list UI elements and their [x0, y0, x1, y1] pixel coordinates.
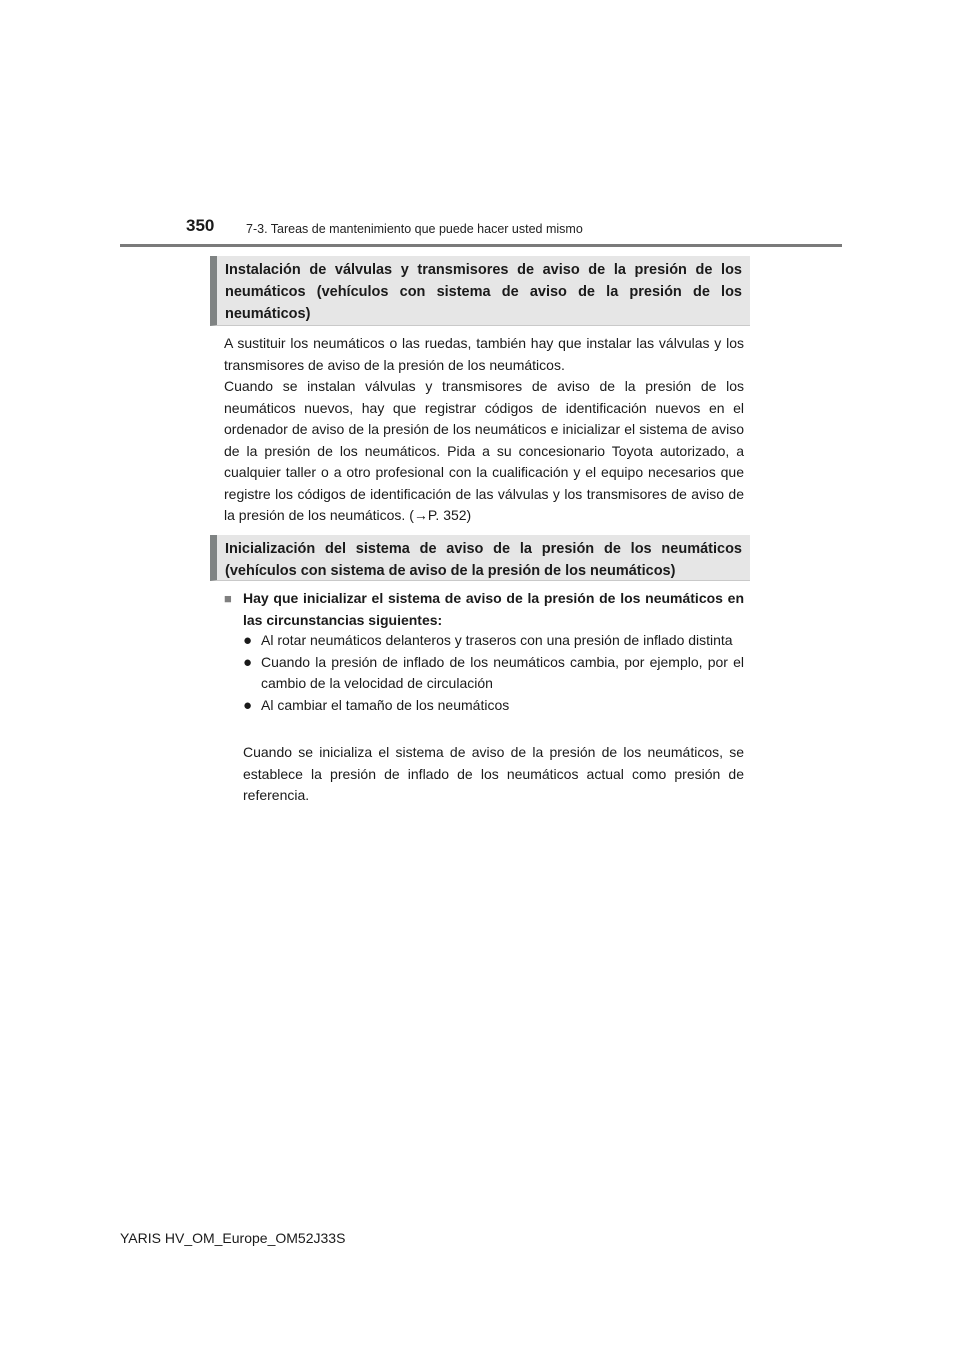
document-code: YARIS HV_OM_Europe_OM52J33S: [120, 1230, 346, 1246]
circumstances-list: [243, 630, 744, 716]
paragraph-reference-pressure: Cuando se inicializa el sistema de aviso de la presión de los neumáticos, se establece la presión de inflado de los neumáticos actual como presión de referencia.: [243, 744, 744, 803]
bullet-icon: ●: [243, 696, 253, 714]
section-heading-valves: Instalación de válvulas y transmisores de aviso de la presión de los neumáticos (vehículos con sistema de aviso de la presión de los neumáticos): [210, 256, 750, 326]
list-item: [243, 630, 744, 652]
list-item: [243, 695, 744, 717]
list-item: [243, 652, 744, 695]
paragraph-register-codes: Cuando se instalan válvulas y transmisores de aviso de la presión de los neumáticos nuevos, hay que registrar códigos de identificación nuevos en el ordenador de aviso de la presión de los neumáticos e inicializar el sistema de aviso de la presión de los neumáticos. Pida a su concesionario Toyota autorizado, a cualquier taller o a otro profesional con la cualificación y el equipo necesarios que registre los códigos de identificación de las válvulas y los transmisores de aviso de la presión de los neumáticos. (→P. 352): [224, 378, 744, 523]
subheading-item: [224, 588, 744, 631]
bullet-icon: ●: [243, 632, 253, 649]
square-bullet-icon: ■: [224, 591, 232, 606]
section-heading-initialization: Inicialización del sistema de aviso de la presión de los neumáticos (vehículos con sistema de aviso de la presión de los neumáticos): [210, 535, 750, 581]
list-item-text: Cuando la presión de inflado de los neumáticos cambia, por ejemplo, por el cambio de la velocidad de circulación: [261, 653, 744, 691]
page-number: 350: [186, 216, 215, 235]
subheading-text: Hay que inicializar el sistema de aviso de la presión de los neumáticos en las circunstancias siguientes:: [243, 590, 744, 628]
bullet-icon: ●: [243, 653, 253, 671]
list-item-text: Al rotar neumáticos delanteros y traseros con una presión de inflado distinta: [261, 632, 733, 648]
header-divider: [120, 244, 842, 247]
section-path: 7-3. Tareas de mantenimiento que puede hacer usted mismo: [246, 222, 583, 236]
paragraph-replace-tires: A sustituir los neumáticos o las ruedas, también hay que instalar las válvulas y los transmisores de aviso de la presión de los neumáticos.: [224, 335, 744, 373]
list-item-text: Al cambiar el tamaño de los neumáticos: [261, 696, 510, 713]
